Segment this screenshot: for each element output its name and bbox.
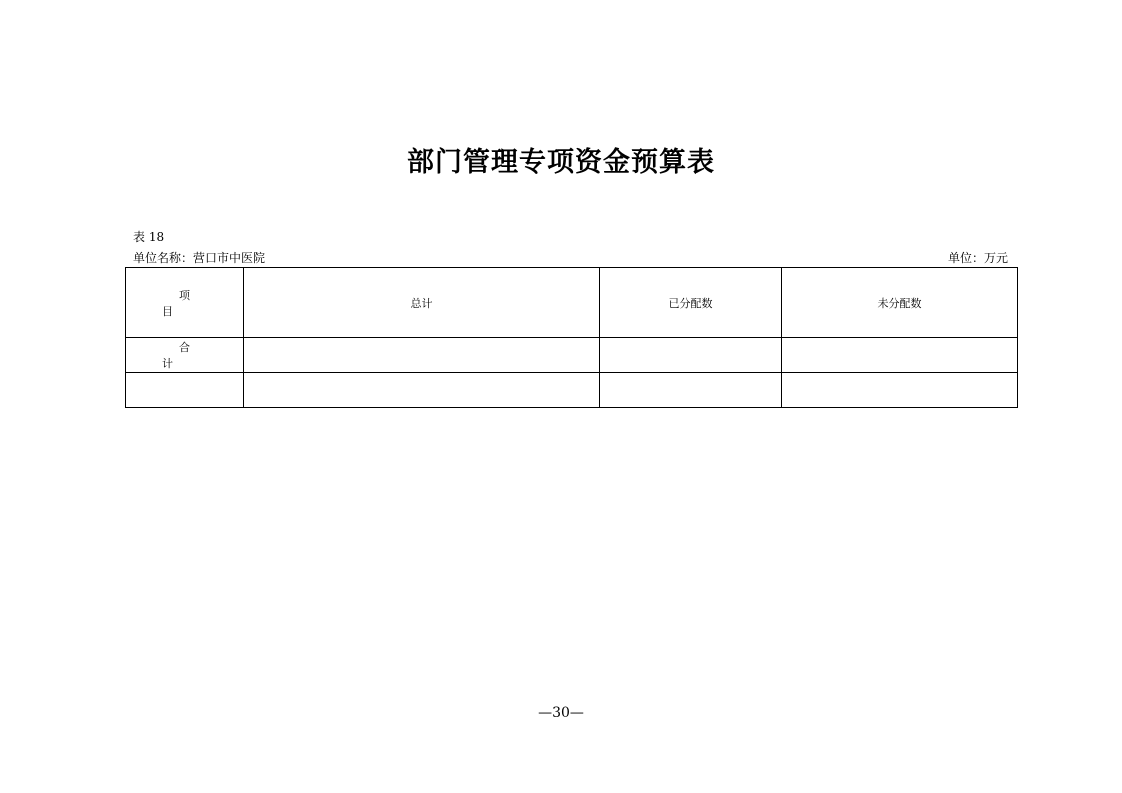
- header-item: 项目: [126, 268, 244, 338]
- cell-unallocated: [782, 373, 1018, 408]
- cell-allocated: [600, 338, 782, 373]
- table-header-row: [126, 268, 1018, 338]
- header-unallocated: 未分配数: [782, 268, 1018, 338]
- table-row: [126, 373, 1018, 408]
- page-title: 部门管理专项资金预算表: [407, 147, 715, 178]
- organization-name: 单位名称：营口市中医院: [133, 251, 266, 265]
- cell-unallocated: [782, 338, 1018, 373]
- cell-item: 合计: [126, 338, 244, 373]
- unit-label: 单位：万元: [947, 251, 1008, 265]
- table-row: [126, 338, 1018, 373]
- cell-total: [244, 373, 600, 408]
- cell-total: [244, 338, 600, 373]
- cell-allocated: [600, 373, 782, 408]
- cell-item: [126, 373, 244, 408]
- budget-table: [125, 267, 1018, 408]
- table-number: 表 18: [133, 230, 165, 244]
- page-number: —30—: [538, 705, 584, 721]
- header-allocated: 已分配数: [600, 268, 782, 338]
- header-total: 总计: [244, 268, 600, 338]
